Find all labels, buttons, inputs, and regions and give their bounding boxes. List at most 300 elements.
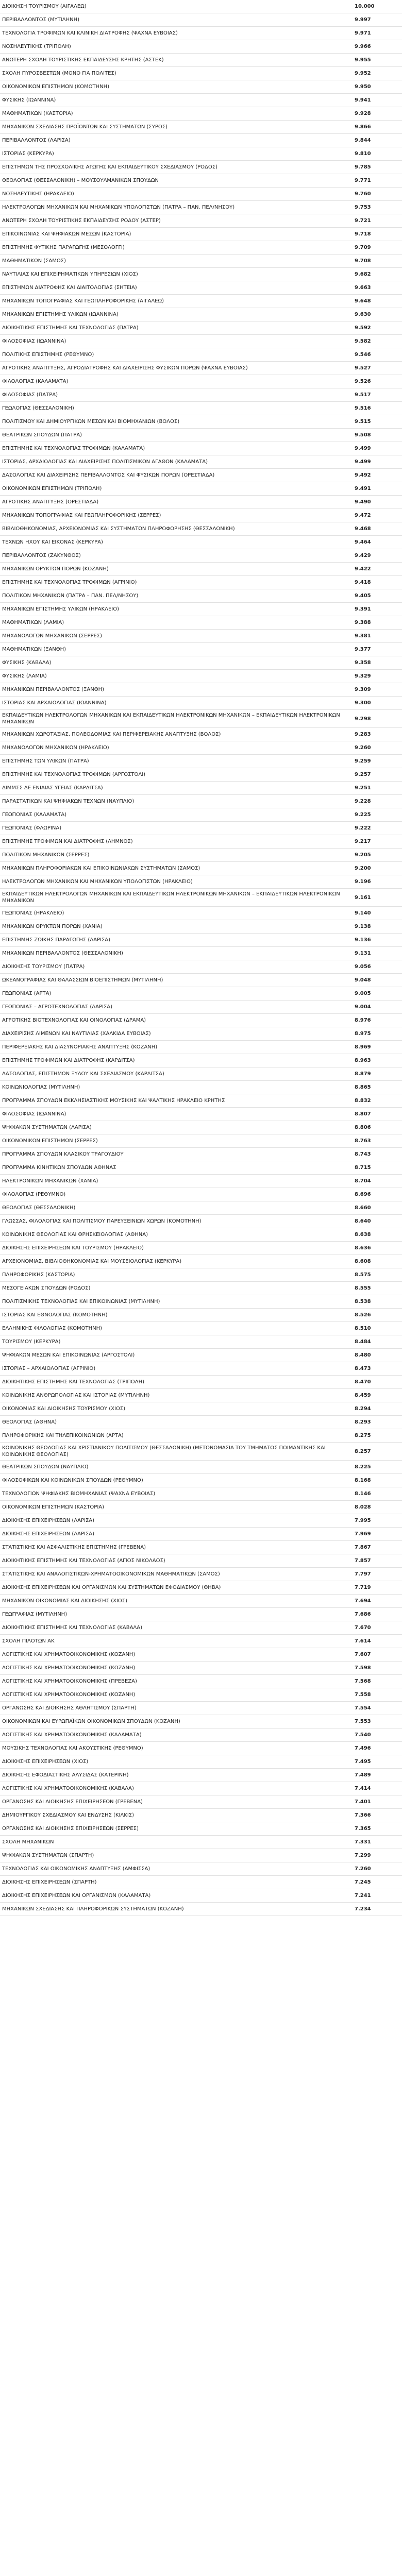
table-row	[0, 889, 402, 907]
score-value: 7.489	[355, 1772, 371, 1778]
department-name: ΔΙΟΙΚΗΣΗΣ ΕΠΙΧΕΙΡΗΣΕΩΝ (ΛΑΡΙΣΑ)	[2, 1531, 95, 1537]
table-row	[0, 1782, 402, 1795]
score-value: 9.708	[355, 258, 371, 264]
table-row	[0, 1201, 402, 1215]
table-row	[0, 1376, 402, 1389]
score-value: 9.682	[355, 272, 371, 277]
department-name: ΜΗΧΑΝΟΛΟΓΩΝ ΜΗΧΑΝΙΚΩΝ (ΣΕΡΡΕΣ)	[2, 633, 103, 639]
table-row	[0, 348, 402, 362]
department-name: ΔΙΟΙΚΗΣΗΣ ΕΠΙΧΕΙΡΗΣΕΩΝ ΚΑΙ ΟΡΓΑΝΙΣΜΩΝ (ΚΑΛΑΜΑΤΑ)	[2, 1893, 151, 1899]
table-row	[0, 469, 402, 482]
table-row	[0, 241, 402, 255]
department-name: ΕΠΙΣΤΗΜΗΣ ΚΑΙ ΤΕΧΝΟΛΟΓΙΑΣ ΤΡΟΦΙΜΩΝ (ΑΓΡΙΝΙΟ)	[2, 580, 137, 585]
table-row	[0, 54, 402, 67]
table-row	[0, 1635, 402, 1648]
table-row	[0, 188, 402, 201]
score-value: 9.866	[355, 124, 371, 130]
department-name: ΤΕΧΝΟΛΟΓΙΩΝ ΨΗΦΙΑΚΗΣ ΒΙΟΜΗΧΑΝΙΑΣ (ΨΑΧΝΑ ΕΥΒΟΙΑΣ)	[2, 1491, 156, 1497]
department-name: ΣΤΑΤΙΣΤΙΚΗΣ ΚΑΙ ΑΣΦΑΛΙΣΤΙΚΗΣ ΕΠΙΣΤΗΜΗΣ (ΓΡΕΒΕΝΑ)	[2, 1545, 146, 1550]
department-name: ΙΣΤΟΡΙΑΣ – ΑΡΧΑΙΟΛΟΓΙΑΣ (ΑΓΡΙΝΙΟ)	[2, 1366, 96, 1371]
table-row	[0, 563, 402, 576]
department-name: ΕΠΙΣΤΗΜΩΝ ΤΗΣ ΠΡΟΣΧΟΛΙΚΗΣ ΑΓΩΓΗΣ ΚΑΙ ΕΚΠΑΙΔΕΥΤΙΚΟΥ ΣΧΕΔΙΑΣΜΟΥ (ΡΟΔΟΣ)	[2, 164, 217, 170]
department-name: ΘΕΟΛΟΓΙΑΣ (ΘΕΣΣΑΛΟΝΙΚΗ)	[2, 1205, 76, 1211]
department-name: ΛΟΓΙΣΤΙΚΗΣ ΚΑΙ ΧΡΗΜΑΤΟΟΙΚΟΝΟΜΙΚΗΣ (ΚΟΖΑΝΗ)	[2, 1652, 136, 1657]
table-row	[0, 308, 402, 321]
department-name: ΟΙΚΟΝΟΜΙΚΩΝ ΕΠΙΣΤΗΜΩΝ (ΤΡΙΠΟΛΗ)	[2, 486, 102, 492]
table-row	[0, 509, 402, 522]
department-name: ΜΗΧΑΝΙΚΩΝ ΕΠΙΣΤΗΜΗΣ ΥΛΙΚΩΝ (ΗΡΑΚΛΕΙΟ)	[2, 606, 119, 612]
table-row	[0, 1335, 402, 1349]
score-value: 8.640	[355, 1218, 371, 1224]
score-value: 9.391	[355, 606, 371, 612]
table-row	[0, 1795, 402, 1809]
score-value: 9.377	[355, 647, 371, 652]
department-name: ΜΗΧΑΝΙΚΩΝ ΕΠΙΣΤΗΜΗΣ ΥΛΙΚΩΝ (ΙΩΑΝΝΙΝΑ)	[2, 312, 119, 317]
department-name: ΨΗΦΙΑΚΩΝ ΜΕΣΩΝ ΚΑΙ ΕΠΙΚΟΙΝΩΝΙΑΣ (ΑΡΓΟΣΤΟΛΙ)	[2, 1352, 135, 1358]
department-name: ΜΗΧΑΝΙΚΩΝ ΣΧΕΔΙΑΣΗΣ ΠΡΟΪΟΝΤΩΝ ΚΑΙ ΣΥΣΤΗΜΑΤΩΝ (ΣΥΡΟΣ)	[2, 124, 167, 130]
department-name: ΜΗΧΑΝΙΚΩΝ ΟΡΥΚΤΩΝ ΠΟΡΩΝ (ΧΑΝΙΑ)	[2, 924, 103, 929]
score-value: 9.952	[355, 71, 371, 76]
table-row	[0, 1836, 402, 1849]
table-row	[0, 1014, 402, 1027]
department-name: ΟΙΚΟΝΟΜΙΚΩΝ ΕΠΙΣΤΗΜΩΝ (ΚΟΜΟΤΗΝΗ)	[2, 84, 110, 90]
score-value: 7.670	[355, 1625, 371, 1631]
department-name: ΓΕΩΓΡΑΦΙΑΣ (ΜΥΤΙΛΗΝΗ)	[2, 1612, 68, 1617]
score-value: 7.797	[355, 1571, 371, 1577]
department-name: ΓΕΩΠΟΝΙΑΣ – ΑΓΡΟΤΕΧΝΟΛΟΓΙΑΣ (ΛΑΡΙΣΑ)	[2, 1004, 113, 1010]
score-value: 9.516	[355, 405, 371, 411]
table-row	[0, 1662, 402, 1675]
score-value: 9.138	[355, 924, 371, 929]
score-value: 9.222	[355, 825, 371, 831]
table-row	[0, 755, 402, 768]
score-value: 9.429	[355, 553, 371, 558]
score-value: 7.245	[355, 1879, 371, 1885]
score-value: 9.260	[355, 745, 371, 751]
department-name: ΛΟΓΙΣΤΙΚΗΣ ΚΑΙ ΧΡΗΜΑΤΟΟΙΚΟΝΟΜΙΚΗΣ (ΠΡΕΒΕΖΑ)	[2, 1679, 137, 1684]
table-row	[0, 1228, 402, 1242]
table-row	[0, 1474, 402, 1487]
table-row	[0, 1108, 402, 1121]
department-name: ΜΗΧΑΝΙΚΩΝ ΟΙΚΟΝΟΜΙΑΣ ΚΑΙ ΔΙΟΙΚΗΣΗΣ (ΧΙΟΣ)	[2, 1598, 127, 1604]
table-row	[0, 1161, 402, 1175]
score-value: 9.464	[355, 539, 371, 545]
table-row	[0, 1295, 402, 1309]
table-row	[0, 1094, 402, 1108]
score-value: 7.857	[355, 1558, 371, 1564]
department-name: ΔΗΜΙΟΥΡΓΙΚΟΥ ΣΧΕΔΙΑΣΜΟΥ ΚΑΙ ΕΝΔΥΣΗΣ (ΚΙΛΚΙΣ)	[2, 1812, 134, 1818]
score-value: 9.499	[355, 446, 371, 451]
department-name: ΟΡΓΑΝΩΣΗΣ ΚΑΙ ΔΙΟΙΚΗΣΗΣ ΕΠΙΧΕΙΡΗΣΕΩΝ (ΓΡΕΒΕΝΑ)	[2, 1799, 143, 1805]
score-value: 9.810	[355, 151, 371, 157]
score-value: 9.648	[355, 298, 371, 304]
department-name: ΦΙΛΟΣΟΦΙΑΣ (ΠΑΤΡΑ)	[2, 392, 58, 398]
table-row	[0, 697, 402, 710]
score-value: 7.365	[355, 1826, 371, 1832]
score-value: 9.663	[355, 285, 371, 291]
score-value: 7.234	[355, 1906, 371, 1912]
score-value: 9.950	[355, 84, 371, 90]
score-value: 8.879	[355, 1071, 371, 1077]
department-name: ΤΕΧΝΟΛΟΓΙΑΣ ΚΑΙ ΟΙΚΟΝΟΜΙΚΗΣ ΑΝΑΠΤΥΞΗΣ (ΑΜΦΙΣΣΑ)	[2, 1866, 150, 1872]
department-name: ΕΚΠΑΙΔΕΥΤΙΚΩΝ ΗΛΕΚΤΡΟΛΟΓΩΝ ΜΗΧΑΝΙΚΩΝ ΚΑΙ ΕΚΠΑΙΔΕΥΤΙΚΩΝ ΗΛΕΚΤΡΟΝΙΚΩΝ ΜΗΧΑΝΙΚΩΝ – ΕΚΠΑΙΔΕΥΤΙΚΩΝ ΗΛΕΚΤΡΟΝΙΚΩΝ ΜΗΧΑΝΙΚΩΝ	[2, 891, 340, 904]
table-row	[0, 1595, 402, 1608]
table-row	[0, 947, 402, 960]
department-name: ΜΗΧΑΝΙΚΩΝ ΠΛΗΡΟΦΟΡΙΑΚΩΝ ΚΑΙ ΕΠΙΚΟΙΝΩΝΙΑΚΩΝ ΣΥΣΤΗΜΑΤΩΝ (ΣΑΜΟΣ)	[2, 866, 200, 871]
department-name: ΘΕΑΤΡΙΚΩΝ ΣΠΟΥΔΩΝ (ΠΑΤΡΑ)	[2, 432, 82, 438]
department-name: ΔΙΜΜΣΣ ΔΕ ΕΝΙΑΙΑΣ ΥΓΕΙΑΣ (ΚΑΡΔΙΤΣΑ)	[2, 785, 103, 791]
department-name: ΓΛΩΣΣΑΣ, ΦΙΛΟΛΟΓΙΑΣ ΚΑΙ ΠΟΛΙΤΙΣΜΟΥ ΠΑΡΕΥΞΕΙΝΙΩΝ ΧΩΡΩΝ (ΚΟΜΟΤΗΝΗ)	[2, 1218, 202, 1224]
table-row	[0, 1134, 402, 1148]
table-row	[0, 1755, 402, 1769]
score-value: 8.146	[355, 1491, 371, 1497]
score-value: 9.422	[355, 566, 371, 572]
department-name: ΔΙΟΙΚΗΣΗΣ ΕΠΙΧΕΙΡΗΣΕΩΝ (ΣΠΑΡΤΗ)	[2, 1879, 97, 1885]
score-value: 9.283	[355, 732, 371, 737]
department-name: ΠΡΟΓΡΑΜΜΑ ΣΠΟΥΔΩΝ ΕΚΚΛΗΣΙΑΣΤΙΚΗΣ ΜΟΥΣΙΚΗΣ ΚΑΙ ΨΑΛΤΙΚΗΣ ΗΡΑΚΛΕΙΟ ΚΡΗΤΗΣ	[2, 1098, 225, 1104]
department-name: ΜΑΘΗΜΑΤΙΚΩΝ (ΣΑΜΟΣ)	[2, 258, 66, 264]
table-row	[0, 1876, 402, 1889]
department-name: ΠΟΛΙΤΙΚΩΝ ΜΗΧΑΝΙΚΩΝ (ΣΕΡΡΕΣ)	[2, 852, 90, 858]
table-row	[0, 121, 402, 134]
score-value: 9.251	[355, 785, 371, 791]
table-row	[0, 1027, 402, 1041]
table-row	[0, 161, 402, 174]
department-name: ΠΡΟΓΡΑΜΜΑ ΚΙΝΗΤΙΚΩΝ ΣΠΟΥΔΩΝ ΑΘΗΝΑΣ	[2, 1165, 116, 1171]
table-row	[0, 576, 402, 589]
table-row	[0, 1268, 402, 1282]
department-name: ΟΙΚΟΝΟΜΙΚΩΝ ΚΑΙ ΕΥΡΩΠΑΪΚΩΝ ΟΙΚΟΝΟΜΙΚΩΝ ΣΠΟΥΔΩΝ (ΚΟΖΑΝΗ)	[2, 1719, 180, 1724]
department-name: ΔΙΟΙΚΗΣΗΣ ΕΠΙΧΕΙΡΗΣΕΩΝ ΚΑΙ ΟΡΓΑΝΙΣΜΩΝ ΚΑΙ ΣΥΣΤΗΜΑΤΩΝ ΕΦΟΔΙΑΣΜΟΥ (ΘΗΒΑ)	[2, 1585, 221, 1590]
score-value: 9.491	[355, 486, 371, 492]
table-row	[0, 1487, 402, 1501]
table-row	[0, 710, 402, 728]
table-row	[0, 415, 402, 429]
score-value: 9.309	[355, 687, 371, 692]
table-row	[0, 482, 402, 496]
table-row	[0, 1621, 402, 1635]
score-value: 9.225	[355, 812, 371, 818]
table-row	[0, 822, 402, 835]
table-row	[0, 1309, 402, 1322]
score-value: 9.468	[355, 526, 371, 532]
department-name: ΠΕΡΙΒΑΛΛΟΝΤΟΣ (ΜΥΤΙΛΗΝΗ)	[2, 17, 79, 23]
score-value: 9.955	[355, 57, 371, 63]
table-row	[0, 1215, 402, 1228]
table-row	[0, 670, 402, 683]
table-row	[0, 362, 402, 375]
table-row	[0, 1081, 402, 1094]
score-value: 8.484	[355, 1339, 371, 1345]
department-name: ΛΟΓΙΣΤΙΚΗΣ ΚΑΙ ΧΡΗΜΑΤΟΟΙΚΟΝΟΜΙΚΗΣ (ΚΟΖΑΝΗ)	[2, 1692, 136, 1698]
department-name: ΣΧΟΛΗ ΠΙΛΟΤΩΝ ΑΚ	[2, 1638, 55, 1644]
table-row	[0, 1443, 402, 1461]
score-value: 9.472	[355, 513, 371, 518]
department-name: ΜΗΧΑΝΙΚΩΝ ΧΩΡΟΤΑΞΙΑΣ, ΠΟΛΕΟΔΟΜΙΑΣ ΚΑΙ ΠΕΡΙΦΕΡΕΙΑΚΗΣ ΑΝΑΠΤΥΞΗΣ (ΒΟΛΟΣ)	[2, 732, 221, 737]
table-row	[0, 1849, 402, 1862]
score-value: 7.867	[355, 1545, 371, 1550]
table-row	[0, 1175, 402, 1188]
department-name: ΜΗΧΑΝΙΚΩΝ ΠΕΡΙΒΑΛΛΟΝΤΟΣ (ΞΑΝΘΗ)	[2, 687, 104, 692]
score-value: 8.976	[355, 1018, 371, 1023]
department-name: ΠΟΛΙΤΙΚΩΝ ΜΗΧΑΝΙΚΩΝ (ΠΑΤΡΑ – ΠΑΝ. ΠΕΛ/ΝΗΣΟΥ)	[2, 593, 139, 599]
table-row	[0, 1581, 402, 1595]
table-row	[0, 1041, 402, 1054]
department-name: ΔΙΟΙΚΗΣΗ ΤΟΥΡΙΣΜΟΥ (ΑΙΓΑΛΕΩ)	[2, 4, 87, 9]
table-row	[0, 875, 402, 889]
table-row	[0, 1501, 402, 1514]
table-row	[0, 174, 402, 188]
department-name: ΔΙΟΙΚΗΣΗΣ ΤΟΥΡΙΣΜΟΥ (ΠΑΤΡΑ)	[2, 964, 85, 970]
score-value: 9.718	[355, 231, 371, 237]
table-row	[0, 1362, 402, 1376]
table-row	[0, 1769, 402, 1782]
department-name: ΠΟΛΙΤΙΣΜΙΚΗΣ ΤΕΧΝΟΛΟΓΙΑΣ ΚΑΙ ΕΠΙΚΟΙΝΩΝΙΑΣ (ΜΥΤΙΛΗΝΗ)	[2, 1299, 160, 1304]
table-row	[0, 616, 402, 630]
department-name: ΠΡΟΓΡΑΜΜΑ ΣΠΟΥΔΩΝ ΚΛΑΣΙΚΟΥ ΤΡΑΓΟΥΔΙΟΥ	[2, 1151, 124, 1157]
department-name: ΛΟΓΙΣΤΙΚΗΣ ΚΑΙ ΧΡΗΜΑΤΟΟΙΚΟΝΟΜΙΚΗΣ (ΚΟΖΑΝΗ)	[2, 1665, 136, 1671]
table-row	[0, 1255, 402, 1268]
table-row	[0, 67, 402, 80]
score-value: 7.241	[355, 1893, 371, 1899]
table-row	[0, 1148, 402, 1161]
score-value: 7.719	[355, 1585, 371, 1590]
department-name: ΨΗΦΙΑΚΩΝ ΣΥΣΤΗΜΑΤΩΝ (ΛΑΡΙΣΑ)	[2, 1125, 92, 1130]
department-name: ΣΤΑΤΙΣΤΙΚΗΣ ΚΑΙ ΑΝΑΛΟΓΙΣΤΙΚΩΝ-ΧΡΗΜΑΤΟΟΙΚΟΝΟΜΙΚΩΝ ΜΑΘΗΜΑΤΙΚΩΝ (ΣΑΜΟΣ)	[2, 1571, 220, 1577]
table-row	[0, 335, 402, 348]
department-name: ΣΧΟΛΗ ΜΗΧΑΝΙΚΩΝ	[2, 1839, 54, 1845]
table-row	[0, 1862, 402, 1876]
score-value: 9.388	[355, 620, 371, 625]
score-value: 9.630	[355, 312, 371, 317]
table-row	[0, 1514, 402, 1528]
score-value: 8.480	[355, 1352, 371, 1358]
score-value: 9.928	[355, 111, 371, 116]
score-value: 8.168	[355, 1478, 371, 1483]
score-value: 7.686	[355, 1612, 371, 1617]
table-row	[0, 1702, 402, 1715]
department-name: ΔΙΟΙΚΗΤΙΚΗΣ ΕΠΙΣΤΗΜΗΣ ΚΑΙ ΤΕΧΝΟΛΟΓΙΑΣ (ΚΑΒΑΛΑ)	[2, 1625, 143, 1631]
department-name: ΔΙΟΙΚΗΣΗΣ ΕΠΙΧΕΙΡΗΣΕΩΝ (ΧΙΟΣ)	[2, 1759, 89, 1765]
department-name: ΔΙΑΧΕΙΡΙΣΗΣ ΛΙΜΕΝΩΝ ΚΑΙ ΝΑΥΤΙΛΙΑΣ (ΧΑΛΚΙΔΑ ΕΥΒΟΙΑΣ)	[2, 1031, 151, 1037]
score-value: 9.005	[355, 991, 371, 996]
department-name: ΨΗΦΙΑΚΩΝ ΣΥΣΤΗΜΑΤΩΝ (ΣΠΑΡΤΗ)	[2, 1853, 94, 1858]
department-name: ΕΚΠΑΙΔΕΥΤΙΚΩΝ ΗΛΕΚΤΡΟΛΟΓΩΝ ΜΗΧΑΝΙΚΩΝ ΚΑΙ ΕΚΠΑΙΔΕΥΤΙΚΩΝ ΗΛΕΚΤΡΟΝΙΚΩΝ ΜΗΧΑΝΙΚΩΝ – ΕΚΠΑΙΔΕΥΤΙΚΩΝ ΗΛΕΚΤΡΟΝΙΚΩΝ ΜΗΧΑΝΙΚΩΝ	[2, 713, 340, 725]
score-value: 7.553	[355, 1719, 371, 1724]
department-name: ΒΙΒΛΙΟΘΗΚΟΝΟΜΙΑΣ, ΑΡΧΕΙΟΝΟΜΙΑΣ ΚΑΙ ΣΥΣΤΗΜΑΤΩΝ ΠΛΗΡΟΦΟΡΗΣΗΣ (ΘΕΣΣΑΛΟΝΙΚΗ)	[2, 526, 235, 532]
table-row	[0, 987, 402, 1001]
table-row	[0, 1429, 402, 1443]
score-value: 9.997	[355, 17, 371, 23]
score-value: 9.056	[355, 964, 371, 970]
score-value: 9.499	[355, 459, 371, 465]
score-value: 9.200	[355, 866, 371, 871]
score-value: 8.865	[355, 1084, 371, 1090]
score-value: 7.331	[355, 1839, 371, 1845]
department-name: ΔΑΣΟΛΟΓΙΑΣ, ΕΠΙΣΤΗΜΩΝ ΞΥΛΟΥ ΚΑΙ ΣΧΕΔΙΑΣΜΟΥ (ΚΑΡΔΙΤΣΑ)	[2, 1071, 164, 1077]
department-name: ΠΛΗΡΟΦΟΡΙΚΗΣ (ΚΑΣΤΟΡΙΑ)	[2, 1272, 75, 1278]
table-row	[0, 147, 402, 161]
score-value: 9.971	[355, 30, 371, 36]
table-row	[0, 1648, 402, 1662]
table-row	[0, 808, 402, 822]
score-value: 8.293	[355, 1419, 371, 1425]
table-row	[0, 1282, 402, 1295]
department-name: ΠΟΛΙΤΙΣΜΟΥ ΚΑΙ ΔΗΜΙΟΥΡΓΙΚΩΝ ΜΕΣΩΝ ΚΑΙ ΒΙΟΜΗΧΑΝΙΩΝ (ΒΟΛΟΣ)	[2, 419, 180, 425]
table-row	[0, 375, 402, 388]
table-row	[0, 1822, 402, 1836]
department-name: ΝΑΥΤΙΛΙΑΣ ΚΑΙ ΕΠΙΧΕΙΡΗΜΑΤΙΚΩΝ ΥΠΗΡΕΣΙΩΝ (ΧΙΟΣ)	[2, 272, 138, 277]
score-value: 7.614	[355, 1638, 371, 1644]
department-name: ΕΠΙΚΟΙΝΩΝΙΑΣ ΚΑΙ ΨΗΦΙΑΚΩΝ ΜΕΣΩΝ (ΚΑΣΤΟΡΙΑ)	[2, 231, 131, 237]
score-value: 9.527	[355, 365, 371, 371]
score-value: 9.771	[355, 178, 371, 183]
department-name: ΑΓΡΟΤΙΚΗΣ ΑΝΑΠΤΥΞΗΣ (ΟΡΕΣΤΙΑΔΑ)	[2, 499, 99, 505]
score-value: 8.225	[355, 1464, 371, 1470]
score-value: 8.704	[355, 1178, 371, 1184]
table-row	[0, 1809, 402, 1822]
score-value: 8.294	[355, 1406, 371, 1412]
score-value: 8.257	[355, 1448, 371, 1454]
score-value: 7.414	[355, 1786, 371, 1791]
score-value: 9.418	[355, 580, 371, 585]
department-name: ΔΑΣΟΛΟΓΙΑΣ ΚΑΙ ΔΙΑΧΕΙΡΙΣΗΣ ΠΕΡΙΒΑΛΛΟΝΤΟΣ ΚΑΙ ΦΥΣΙΚΩΝ ΠΟΡΩΝ (ΟΡΕΣΤΙΑΔΑ)	[2, 472, 215, 478]
score-value: 7.995	[355, 1518, 371, 1523]
score-value: 9.508	[355, 432, 371, 438]
department-name: ΦΙΛΟΛΟΓΙΑΣ (ΡΕΘΥΜΝΟ)	[2, 1192, 66, 1197]
score-value: 8.575	[355, 1272, 371, 1278]
department-name: ΜΟΥΣΙΚΗΣ ΤΕΧΝΟΛΟΓΙΑΣ ΚΑΙ ΑΚΟΥΣΤΙΚΗΣ (ΡΕΘΥΜΝΟ)	[2, 1745, 143, 1751]
table-row	[0, 40, 402, 54]
department-name: ΜΑΘΗΜΑΤΙΚΩΝ (ΚΑΣΤΟΡΙΑ)	[2, 111, 73, 116]
score-value: 8.510	[355, 1326, 371, 1331]
department-name: ΑΓΡΟΤΙΚΗΣ ΑΝΑΠΤΥΞΗΣ, ΑΓΡΟΔΙΑΤΡΟΦΗΣ ΚΑΙ ΔΙΑΧΕΙΡΙΣΗΣ ΦΥΣΙΚΩΝ ΠΟΡΩΝ (ΨΑΧΝΑ ΕΥΒΟΙΑΣ)	[2, 365, 248, 371]
department-name: ΕΠΙΣΤΗΜΗΣ ΤΡΟΦΙΜΩΝ ΚΑΙ ΔΙΑΤΡΟΦΗΣ (ΛΗΜΝΟΣ)	[2, 839, 133, 844]
department-name: ΓΕΩΠΟΝΙΑΣ (ΗΡΑΚΛΕΙΟ)	[2, 910, 64, 916]
score-value: 9.259	[355, 758, 371, 764]
score-value: 8.807	[355, 1111, 371, 1117]
table-row	[0, 1608, 402, 1621]
table-row	[0, 603, 402, 616]
table-row	[0, 1322, 402, 1335]
department-name: ΔΙΟΙΚΗΤΙΚΗΣ ΕΠΙΣΤΗΜΗΣ ΚΑΙ ΤΕΧΝΟΛΟΓΙΑΣ (ΠΑΤΡΑ)	[2, 325, 139, 331]
score-value: 8.459	[355, 1393, 371, 1398]
department-name: ΤΕΧΝΟΛΟΓΙΑ ΤΡΟΦΙΜΩΝ ΚΑΙ ΚΛΙΝΙΚΗ ΔΙΑΤΡΟΦΗΣ (ΨΑΧΝΑ ΕΥΒΟΙΑΣ)	[2, 30, 178, 36]
department-name: ΚΟΙΝΩΝΙΚΗΣ ΘΕΟΛΟΓΙΑΣ ΚΑΙ ΧΡΙΣΤΙΑΝΙΚΟΥ ΠΟΛΙΤΙΣΜΟΥ (ΘΕΣΣΑΛΟΝΙΚΗ) (ΜΕΤΟΝΟΜΑΣΙΑ ΤΟΥ ΤΜΗΜΑΤΟΣ ΠΟΙΜΑΝΤΙΚΗΣ ΚΑΙ ΚΟΙΝΩΝΙΚΗΣ ΘΕΟΛΟΓΙΑΣ)	[2, 1445, 326, 1458]
score-value: 9.131	[355, 951, 371, 956]
department-name: ΜΗΧΑΝΙΚΩΝ ΣΧΕΔΙΑΣΗΣ ΚΑΙ ΠΛΗΡΟΦΟΡΙΚΩΝ ΣΥΣΤΗΜΑΤΩΝ (ΚΟΖΑΝΗ)	[2, 1906, 184, 1912]
score-value: 9.753	[355, 205, 371, 210]
score-value: 9.196	[355, 879, 371, 885]
score-value: 8.660	[355, 1205, 371, 1211]
score-value: 8.763	[355, 1138, 371, 1144]
department-name: ΕΠΙΣΤΗΜΗΣ ΦΥΤΙΚΗΣ ΠΑΡΑΓΩΓΗΣ (ΜΕΣΟΛΟΓΓΙ)	[2, 245, 125, 250]
table-row	[0, 862, 402, 875]
department-name: ΕΠΙΣΤΗΜΩΝ ΔΙΑΤΡΟΦΗΣ ΚΑΙ ΔΙΑΙΤΟΛΟΓΙΑΣ (ΣΗΤΕΙΑ)	[2, 285, 137, 291]
table-row	[0, 1461, 402, 1474]
table-row	[0, 536, 402, 549]
table-row	[0, 1715, 402, 1728]
table-row	[0, 13, 402, 27]
table-row	[0, 1242, 402, 1255]
table-row	[0, 920, 402, 934]
department-name: ΠΕΡΙΒΑΛΛΟΝΤΟΣ (ΛΑΡΙΣΑ)	[2, 138, 71, 143]
table-row	[0, 1903, 402, 1916]
score-value: 8.470	[355, 1379, 371, 1385]
table-row	[0, 849, 402, 862]
table-row	[0, 1554, 402, 1568]
department-name: ΕΠΙΣΤΗΜΗΣ ΚΑΙ ΤΕΧΝΟΛΟΓΙΑΣ ΤΡΟΦΙΜΩΝ (ΑΡΓΟΣΤΟΛΙ)	[2, 772, 146, 777]
table-row	[0, 1541, 402, 1554]
score-value: 7.401	[355, 1799, 371, 1805]
table-row	[0, 643, 402, 656]
department-name: ΟΙΚΟΝΟΜΙΑΣ ΚΑΙ ΔΙΟΙΚΗΣΗΣ ΤΟΥΡΙΣΜΟΥ (ΧΙΟΣ)	[2, 1406, 126, 1412]
table-row	[0, 1389, 402, 1402]
score-value: 8.275	[355, 1433, 371, 1438]
table-row	[0, 1416, 402, 1429]
score-value: 8.538	[355, 1299, 371, 1304]
score-value: 8.608	[355, 1259, 371, 1264]
score-value: 7.568	[355, 1679, 371, 1684]
department-name: ΚΟΙΝΩΝΙΚΗΣ ΘΕΟΛΟΓΙΑΣ ΚΑΙ ΘΡΗΣΚΕΙΟΛΟΓΙΑΣ (ΑΘΗΝΑ)	[2, 1232, 148, 1238]
score-value: 9.966	[355, 44, 371, 49]
score-value: 9.592	[355, 325, 371, 331]
table-row	[0, 388, 402, 402]
department-name: ΠΟΛΙΤΙΚΗΣ ΕΠΙΣΤΗΜΗΣ (ΡΕΘΥΜΝΟ)	[2, 352, 94, 358]
table-row	[0, 656, 402, 670]
score-value: 9.228	[355, 799, 371, 804]
table-row	[0, 934, 402, 947]
table-row	[0, 960, 402, 974]
table-row	[0, 1001, 402, 1014]
department-name: ΚΟΙΝΩΝΙΚΗΣ ΑΝΘΡΩΠΟΛΟΓΙΑΣ ΚΑΙ ΙΣΤΟΡΙΑΣ (ΜΥΤΙΛΗΝΗ)	[2, 1393, 150, 1398]
table-row	[0, 281, 402, 295]
department-name: ΑΝΩΤΕΡΗ ΣΧΟΛΗ ΤΟΥΡΙΣΤΙΚΗΣ ΕΚΠΑΙΔΕΥΣΗΣ ΡΟΔΟΥ (ΑΣΤΕΡ)	[2, 218, 161, 224]
department-name: ΙΣΤΟΡΙΑΣ (ΚΕΡΚΥΡΑ)	[2, 151, 54, 157]
score-value: 9.785	[355, 164, 371, 170]
score-value: 9.546	[355, 352, 371, 358]
department-name: ΙΣΤΟΡΙΑΣ ΚΑΙ ΕΘΝΟΛΟΓΙΑΣ (ΚΟΜΟΤΗΝΗ)	[2, 1312, 108, 1318]
department-name: ΜΗΧΑΝΙΚΩΝ ΠΕΡΙΒΑΛΛΟΝΤΟΣ (ΘΕΣΣΑΛΟΝΙΚΗ)	[2, 951, 123, 956]
table-row	[0, 795, 402, 808]
score-value: 7.694	[355, 1598, 371, 1604]
table-row	[0, 107, 402, 121]
score-value: 9.381	[355, 633, 371, 639]
score-value: 8.806	[355, 1125, 371, 1130]
table-row	[0, 907, 402, 920]
score-value: 9.257	[355, 772, 371, 777]
department-name: ΝΟΣΗΛΕΥΤΙΚΗΣ (ΤΡΙΠΟΛΗ)	[2, 44, 71, 49]
table-row	[0, 442, 402, 455]
table-row	[0, 214, 402, 228]
score-value: 8.555	[355, 1285, 371, 1291]
department-name: ΠΕΡΙΦΕΡΕΙΑΚΗΣ ΚΑΙ ΔΙΑΣΥΝΟΡΙΑΚΗΣ ΑΝΑΠΤΥΞΗΣ (ΚΟΖΑΝΗ)	[2, 1044, 158, 1050]
table-row	[0, 27, 402, 40]
table-row	[0, 1675, 402, 1688]
table-row	[0, 741, 402, 755]
table-row	[0, 268, 402, 281]
table-row	[0, 768, 402, 782]
score-value: 9.300	[355, 700, 371, 706]
department-name: ΙΣΤΟΡΙΑΣ ΚΑΙ ΑΡΧΑΙΟΛΟΓΙΑΣ (ΙΩΑΝΝΙΝΑ)	[2, 700, 107, 706]
score-value: 10.000	[355, 4, 375, 9]
score-value: 8.743	[355, 1151, 371, 1157]
department-name: ΑΝΩΤΕΡΗ ΣΧΟΛΗ ΤΟΥΡΙΣΤΙΚΗΣ ΕΚΠΑΙΔΕΥΣΗΣ ΚΡΗΤΗΣ (ΑΣΤΕΚ)	[2, 57, 164, 63]
department-name: ΦΥΣΙΚΗΣ (ΛΑΜΙΑ)	[2, 673, 47, 679]
department-name: ΓΕΩΠΟΝΙΑΣ (ΦΛΩΡΙΝΑ)	[2, 825, 62, 831]
table-row	[0, 0, 402, 13]
table-row	[0, 402, 402, 415]
